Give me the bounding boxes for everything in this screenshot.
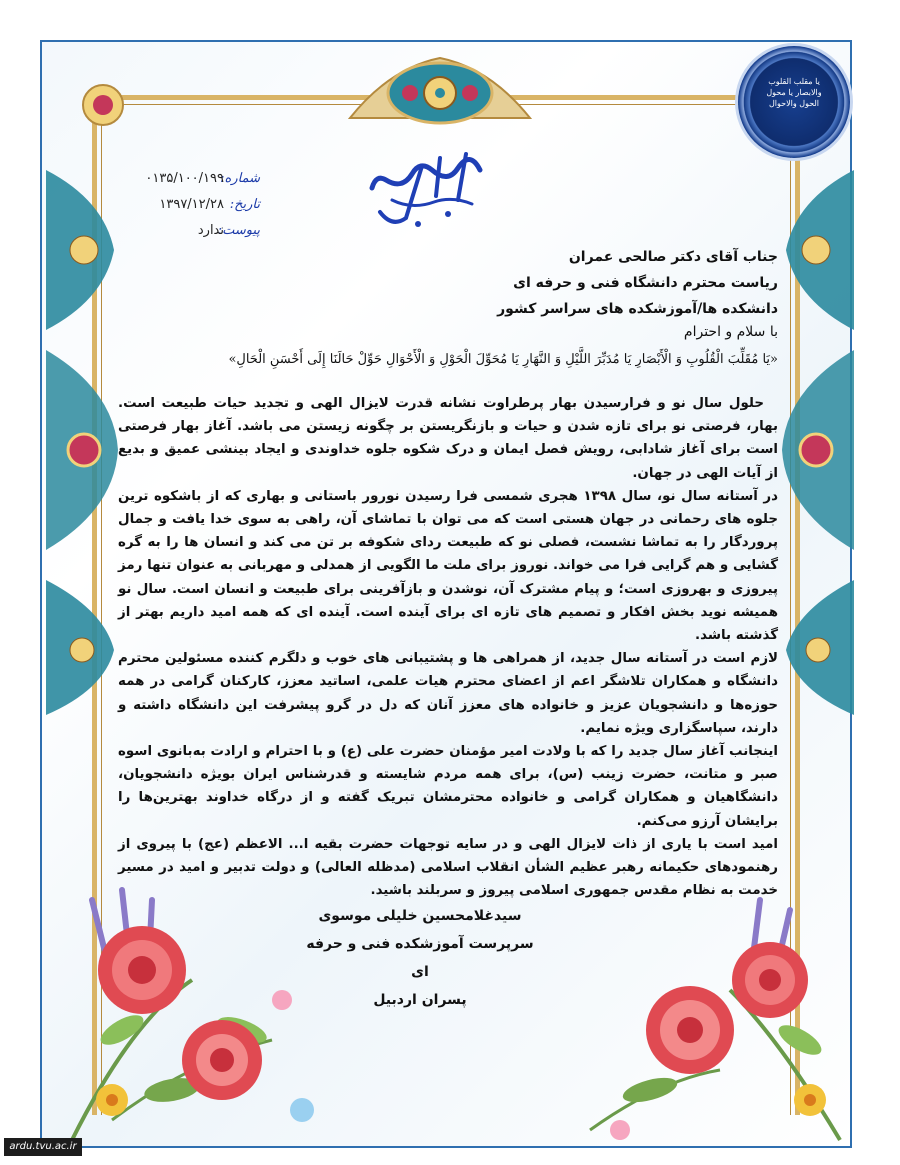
footer-url[interactable]: ardu.tvu.ac.ir <box>4 1138 82 1156</box>
body-paragraph: اینجانب آغاز سال جدید را که با ولادت امیر مؤمنان حضرت علی (ع) و با احترام و ارادت به‌بانوی اسوه صبر و متانت، حضرت زینب (س)، برای همه مردم شایسته و قدرشناس ایران بویژه دانشجویان، دانشگاهیان و همکاران گرامی و خانواده محترمشان تبریک گفته و از درگاه خداوند بهترین‌ها را برایشان آرزو می‌کنم. <box>118 744 778 829</box>
letter-body <box>118 392 778 902</box>
signatory-title: سرپرست آموزشکده فنی و حرفه ای <box>306 936 534 980</box>
signatory-unit: پسران اردبیل <box>373 992 467 1008</box>
letter-attachment-value: ندارد <box>197 223 224 238</box>
institution-seal <box>738 46 850 158</box>
greeting: با سلام و احترام <box>683 324 778 340</box>
prayer-verse: «یَا مُقَلِّبَ الْقُلُوبِ وَ الْأَبْصَارِ یَا مُدَبِّرَ اللَّیْلِ وَ النَّهَارِ یَا مُحَوِّلَ الْحَوْلِ وَ الْأَحْوَالِ حَوِّلْ حَالَنَا إِلَى أَحْسَنِ الْحَالِ» <box>228 352 778 367</box>
recipient-line: جناب آقای دکتر صالحی عمران <box>568 249 778 265</box>
side-ornament-left <box>44 160 124 720</box>
recipient-address <box>278 244 778 322</box>
signatory-name: سیدغلامحسین خلیلی موسوی <box>318 908 522 924</box>
seal-text: یا مقلب القلوب والابصار یا محول الحول والاحوال <box>766 77 822 108</box>
body-paragraph: در آستانه سال نو، سال ۱۳۹۸ هجری شمسی فرا رسیدن نورور باستانی و بهاری که از باشکوه ترین جلوه های رحمانی در جهان هستی است که می توان با تماشای آن، راهی به سوی خدا یافت و جمال پروردگار را به تماشا نشست، فصلی نو که طبیعت ردای شکوفه بر تن می کند و انسان ها را به گره گشایی و هم گرایی فرا می خواند. نوروز برای ملت ما الگویی از همدلی و مهربانی به عنوان تنها رمز پیروزی و بهروزی است؛ و پیام مشترک آن، نوشدن و بازآفرینی برای طبیعت و انسان است. سال نو همیشه نوید بخش افکار و تصمیم های تازه ای برای آینده است. آینده ای که همه امید داریم بهتر از گذشته باشد. <box>118 488 778 644</box>
letter-attachment-label: پیوست: <box>217 223 260 238</box>
letter-date-row <box>120 192 260 218</box>
body-paragraph: حلول سال نو و فرارسیدن بهار پرطراوت نشانه قدرت لایزال الهی و تجدید حیات طبیعت است. بهار، فرصتی نو برای تازه شدن و حیات و بازنگریستن بر چگونه زیستن می باشد. آغاز بهار فرصتی است برای آغاز شادابی، رویش فصل ایمان و درک شکوه جلوه خداوندی و ایجاد بینشی عمیق و بدیع از آیات الهی در جهان. <box>118 396 778 481</box>
recipient-line: ریاست محترم دانشگاه فنی و حرفه ای <box>513 275 778 291</box>
letter-date-label: تاریخ: <box>229 197 260 212</box>
letter-date-value: ۱۳۹۷/۱۲/۲۸ <box>159 197 224 212</box>
letter-number-label: شماره: <box>220 171 260 186</box>
body-paragraph: امید است با یاری از ذات لایزال الهی و در سایه توجهات حضرت بقیه ا... الاعظم (عج) با پیروی از رهنمودهای حکیمانه رهبر عظیم الشأن انقلاب اسلامی (مدظله العالی) و دولت تدبیر و امید در مسیر خدمت به نظام مقدس جمهوری اسلامی پیروز و سربلند باشید. <box>118 836 778 899</box>
side-ornament-right <box>776 160 856 720</box>
letter-number-row <box>120 166 260 192</box>
body-paragraph: لازم است در آستانه سال جدید، از همراهی ها و پشتیبانی های خوب و دلگرم کننده مسئولین محترم دانشگاه و همکاران تلاشگر اعم از اعضای محترم هیات علمی، اساتید معزز، کارکنان گرامی در همه حوزه‌ها و دانشجویان عزیز و خانواده های معزز آنان که دل در گرو پیشرفت این دانشگاه داشته و دارند، سپاسگزاری ویژه نمایم. <box>118 651 778 736</box>
letter-number-value: ۰۱۳۵/۱۰۰/۱۹۹ <box>145 171 224 186</box>
flower-decoration-left <box>52 860 402 1160</box>
recipient-line: دانشکده ها/آموزشکده های سراسر کشور <box>497 301 778 317</box>
basmala-calligraphy <box>362 140 492 232</box>
flower-decoration-right <box>560 880 860 1160</box>
corner-ornament-top-left <box>78 80 128 130</box>
letter-attachment-row <box>120 218 260 244</box>
letter-meta <box>120 166 260 244</box>
top-ornament <box>340 48 540 128</box>
